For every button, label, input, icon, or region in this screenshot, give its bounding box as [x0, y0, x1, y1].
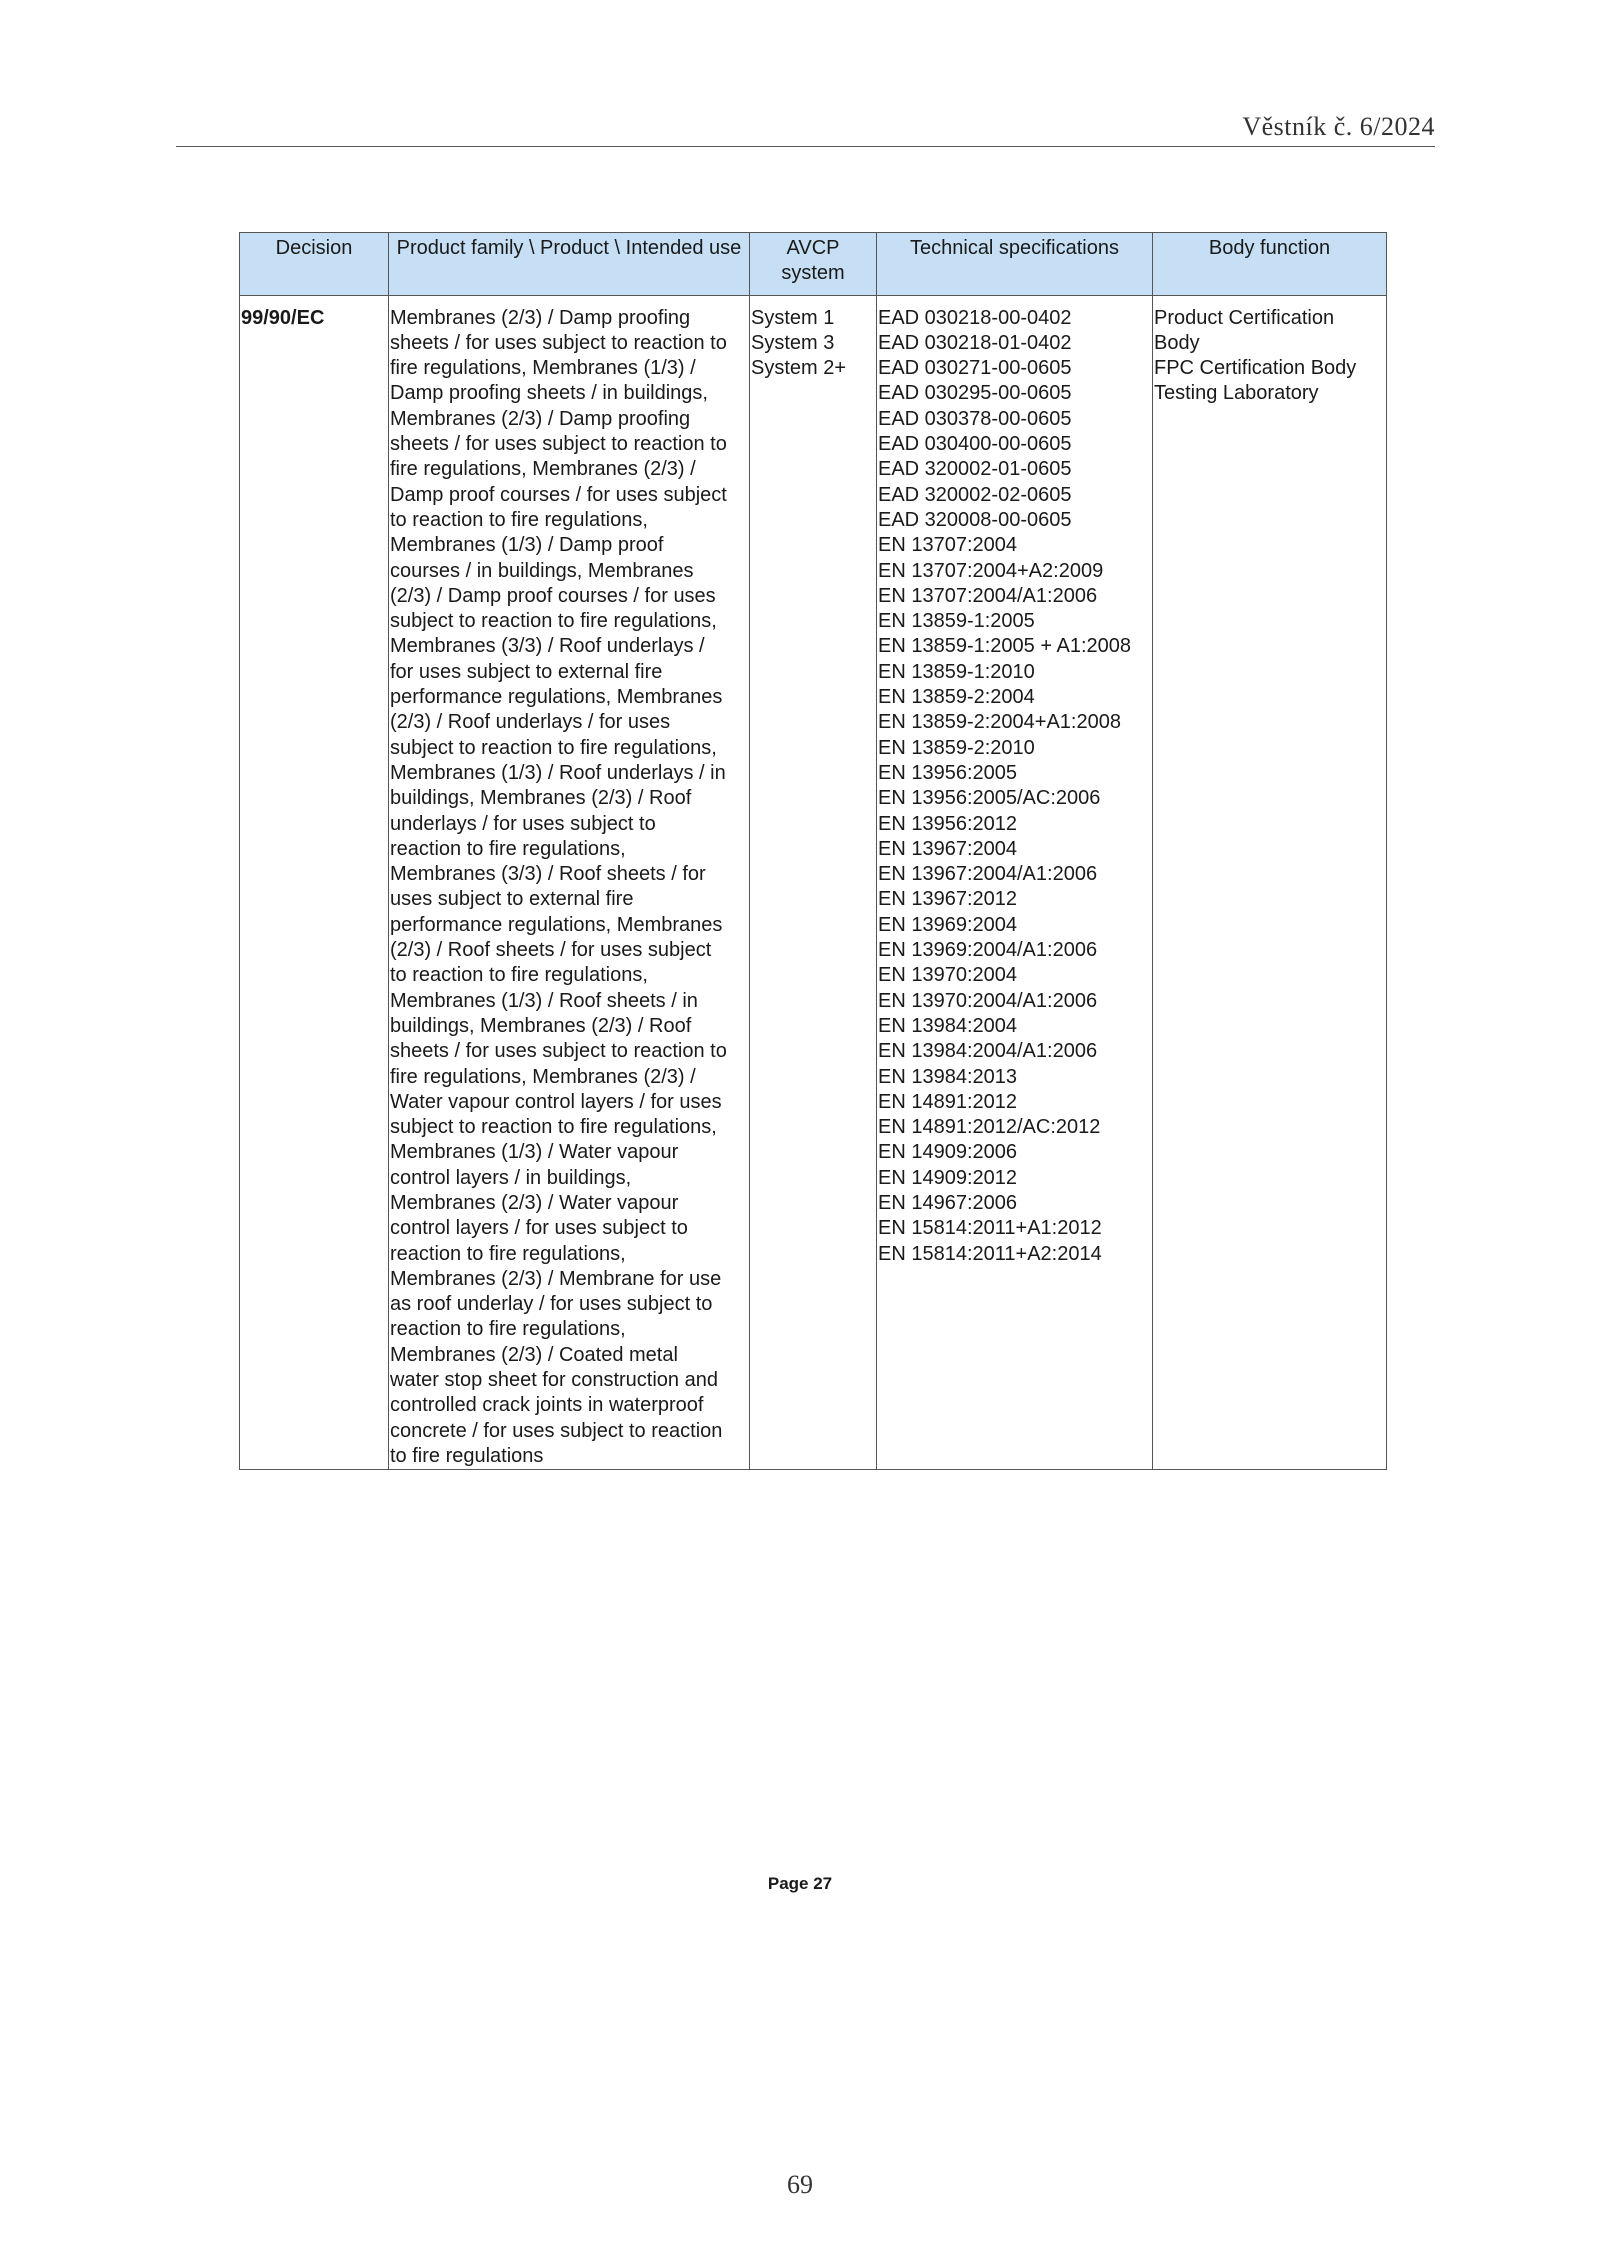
avcp-system-cell — [750, 295, 877, 1470]
cell-line: EAD 030295-00-0605 — [878, 382, 1072, 405]
cell-line: EN 13859-2:2004+A1:2008 — [878, 711, 1121, 734]
cell-line: Testing Laboratory — [1154, 382, 1319, 405]
cell-line: Membranes (2/3) / Membrane for use — [390, 1267, 722, 1290]
header-decision: Decision — [240, 233, 389, 296]
cell-line: EN 13859-2:2010 — [878, 736, 1035, 759]
cell-line: Damp proof courses / for uses subject — [390, 483, 727, 506]
cell-line: Membranes (2/3) / Coated metal — [390, 1343, 678, 1366]
inner-page-label: Page 27 — [767, 1874, 833, 1893]
cell-line: EN 13969:2004/A1:2006 — [878, 939, 1098, 962]
cell-line: subject to reaction to fire regulations, — [390, 736, 717, 759]
cell-line: EN 13707:2004/A1:2006 — [878, 584, 1098, 607]
cell-line: FPC Certification Body — [1154, 357, 1357, 380]
cell-line: Water vapour control layers / for uses — [390, 1090, 722, 1113]
cell-line: EN 13967:2004/A1:2006 — [878, 863, 1098, 886]
cell-line: buildings, Membranes (2/3) / Roof — [390, 787, 692, 810]
cell-line: EN 14891:2012 — [878, 1090, 1018, 1113]
cell-line: System 3 — [751, 331, 835, 354]
cell-line: concrete / for uses subject to reaction — [390, 1419, 723, 1442]
cell-line: Membranes (1/3) / Water vapour — [390, 1141, 679, 1164]
cell-line: EN 14909:2012 — [878, 1166, 1018, 1189]
cell-line: Damp proofing sheets / in buildings, — [390, 382, 708, 405]
cell-line: EN 13956:2005 — [878, 761, 1018, 784]
running-title: Věstník č. 6/2024 — [1242, 112, 1435, 141]
cell-line: reaction to fire regulations, — [390, 1242, 626, 1265]
decision-cell: 99/90/EC — [240, 295, 389, 1470]
cell-line: performance regulations, Membranes — [390, 686, 723, 709]
cell-line: EAD 320008-00-0605 — [878, 508, 1072, 531]
cell-line: EN 14909:2006 — [878, 1141, 1018, 1164]
cell-line: EN 14967:2006 — [878, 1191, 1018, 1214]
cell-line: sheets / for uses subject to reaction to — [390, 331, 727, 354]
header-technical-specifications: Technical specifications — [877, 233, 1153, 296]
cell-line: uses subject to external fire — [390, 888, 634, 911]
cell-line: Membranes (3/3) / Roof sheets / for — [390, 863, 706, 886]
cell-line: Membranes (2/3) / Damp proofing — [390, 306, 691, 329]
cell-line: EAD 320002-01-0605 — [878, 458, 1072, 481]
cell-line: EN 15814:2011+A2:2014 — [878, 1242, 1102, 1265]
cell-line: subject to reaction to fire regulations, — [390, 1116, 717, 1139]
cell-line: EN 14891:2012/AC:2012 — [878, 1116, 1101, 1139]
cell-line: EAD 030271-00-0605 — [878, 357, 1072, 380]
cell-line: sheets / for uses subject to reaction to — [390, 1040, 727, 1063]
cell-line: buildings, Membranes (2/3) / Roof — [390, 1014, 692, 1037]
certification-table — [239, 232, 1387, 1470]
header-divider — [176, 146, 1435, 147]
header-body-function: Body function — [1153, 233, 1387, 296]
cell-line: EN 13984:2004 — [878, 1014, 1018, 1037]
cell-line: EN 13859-1:2005 — [878, 610, 1035, 633]
cell-line: System 2+ — [751, 357, 847, 380]
cell-line: for uses subject to external fire — [390, 660, 663, 683]
cell-line: fire regulations, Membranes (1/3) / — [390, 357, 696, 380]
cell-line: EN 13970:2004/A1:2006 — [878, 989, 1098, 1012]
cell-line: EN 13956:2005/AC:2006 — [878, 787, 1101, 810]
cell-line: fire regulations, Membranes (2/3) / — [390, 1065, 696, 1088]
cell-line: EN 13970:2004 — [878, 964, 1018, 987]
cell-line: EN 13967:2004 — [878, 837, 1018, 860]
cell-line: EAD 030378-00-0605 — [878, 407, 1072, 430]
cell-line: EN 13859-1:2010 — [878, 660, 1035, 683]
cell-line: underlays / for uses subject to — [390, 812, 656, 835]
cell-line: EAD 030218-00-0402 — [878, 306, 1072, 329]
cell-line: reaction to fire regulations, — [390, 1318, 626, 1341]
cell-line: EN 15814:2011+A1:2012 — [878, 1217, 1102, 1240]
cell-line: control layers / for uses subject to — [390, 1217, 688, 1240]
body-function-cell — [1153, 295, 1387, 1470]
cell-line: Body — [1154, 331, 1200, 354]
cell-line: Membranes (2/3) / Damp proofing — [390, 407, 691, 430]
cell-line: subject to reaction to fire regulations, — [390, 610, 717, 633]
cell-line: controlled crack joints in waterproof — [390, 1394, 704, 1417]
cell-line: EN 13984:2013 — [878, 1065, 1018, 1088]
cell-line: fire regulations, Membranes (2/3) / — [390, 458, 696, 481]
cell-line: EN 13859-1:2005 + A1:2008 — [878, 635, 1131, 658]
cell-line: reaction to fire regulations, — [390, 837, 626, 860]
cell-line: control layers / in buildings, — [390, 1166, 632, 1189]
cell-line: Membranes (3/3) / Roof underlays / — [390, 635, 705, 658]
cell-line: EN 13967:2012 — [878, 888, 1018, 911]
cell-line: to fire regulations — [390, 1444, 544, 1467]
cell-line: EN 13969:2004 — [878, 913, 1018, 936]
cell-line: to reaction to fire regulations, — [390, 508, 648, 531]
cell-line: EN 13707:2004 — [878, 534, 1018, 557]
cell-line: EN 13859-2:2004 — [878, 686, 1035, 709]
cell-line: System 1 — [751, 306, 835, 329]
cell-line: EN 13707:2004+A2:2009 — [878, 559, 1104, 582]
cell-line: Product Certification — [1154, 306, 1335, 329]
cell-line: water stop sheet for construction and — [390, 1369, 718, 1392]
cell-line: sheets / for uses subject to reaction to — [390, 433, 727, 456]
cell-line: Membranes (1/3) / Damp proof — [390, 534, 664, 557]
cell-line: (2/3) / Damp proof courses / for uses — [390, 584, 716, 607]
cell-line: Membranes (2/3) / Water vapour — [390, 1191, 679, 1214]
header-avcp-system: AVCP system — [750, 233, 877, 296]
cell-line: EAD 320002-02-0605 — [878, 483, 1072, 506]
header-product-family: Product family \ Product \ Intended use — [389, 233, 750, 296]
technical-specifications-cell — [877, 295, 1153, 1470]
cell-line: (2/3) / Roof sheets / for uses subject — [390, 939, 712, 962]
cell-line: (2/3) / Roof underlays / for uses — [390, 711, 671, 734]
table-header-row — [240, 233, 1387, 296]
cell-line: Membranes (1/3) / Roof sheets / in — [390, 989, 698, 1012]
cell-line: EAD 030400-00-0605 — [878, 433, 1072, 456]
cell-line: performance regulations, Membranes — [390, 913, 723, 936]
cell-line: to reaction to fire regulations, — [390, 964, 648, 987]
table-row — [240, 295, 1387, 1470]
page-number: 69 — [787, 2170, 813, 2199]
cell-line: Membranes (1/3) / Roof underlays / in — [390, 761, 726, 784]
cell-line: EN 13956:2012 — [878, 812, 1018, 835]
cell-line: EAD 030218-01-0402 — [878, 331, 1072, 354]
cell-line: courses / in buildings, Membranes — [390, 559, 694, 582]
product-family-cell — [389, 295, 750, 1470]
cell-line: as roof underlay / for uses subject to — [390, 1293, 713, 1316]
cell-line: EN 13984:2004/A1:2006 — [878, 1040, 1098, 1063]
